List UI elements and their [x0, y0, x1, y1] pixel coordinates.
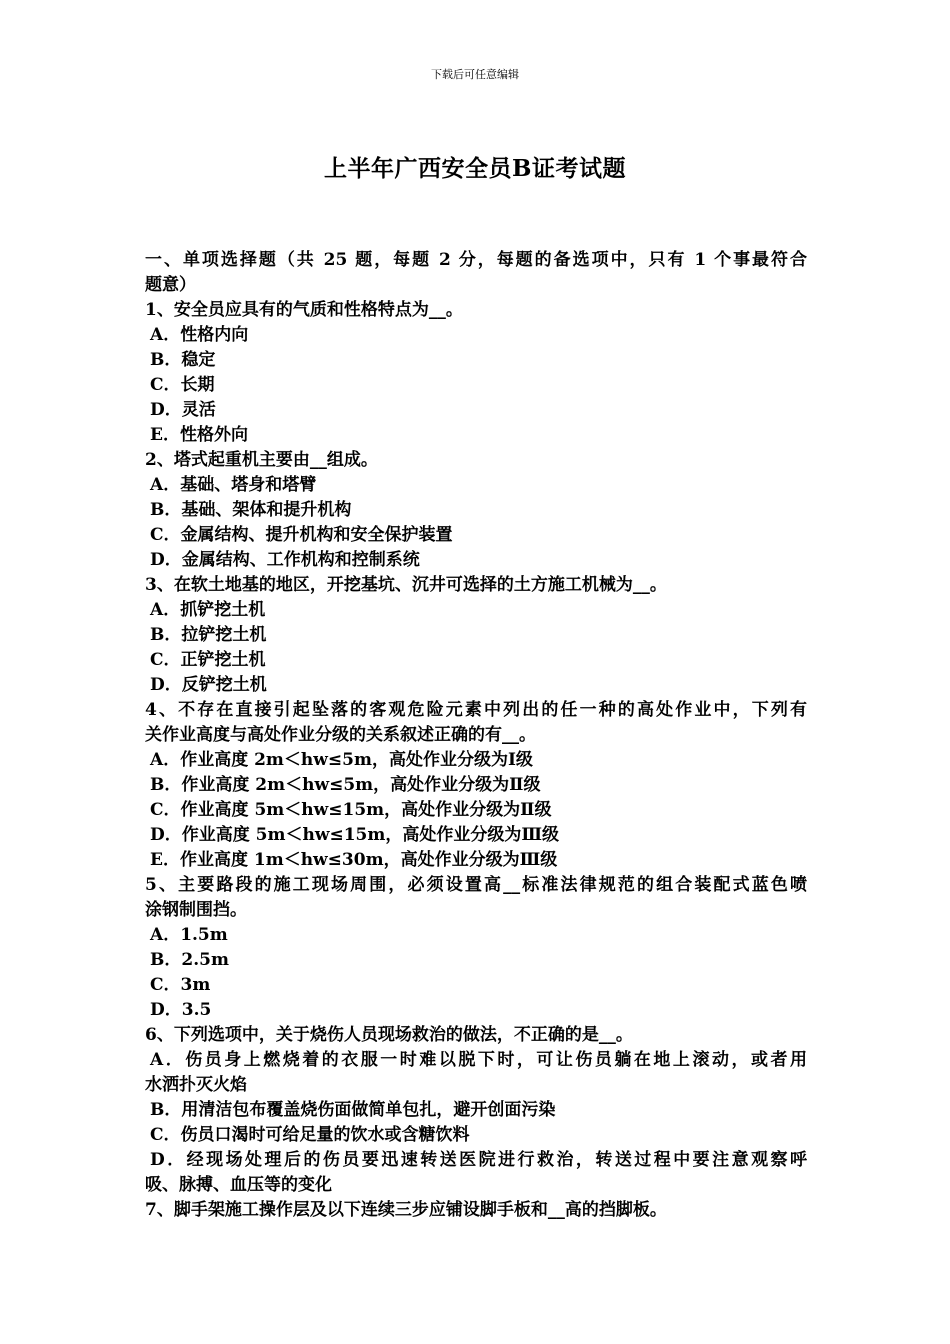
question-6-stem: 6、下列选项中，关于烧伤人员现场救治的做法，不正确的是__。 — [145, 1025, 633, 1045]
question-6-option-d-line-2: 吸、脉搏、血压等的变化 — [145, 1175, 332, 1195]
question-5-option-c: C．3m — [150, 975, 211, 995]
section-heading-line-2: 题意） — [145, 275, 196, 295]
question-6-option-d-line-1: D．经现场处理后的伤员要迅速转送医院进行救治，转送过程中要注意观察呼 — [150, 1150, 807, 1170]
question-2-stem: 2、塔式起重机主要由__组成。 — [145, 450, 378, 470]
question-1-option-c: C．长期 — [150, 375, 215, 395]
question-4-option-b: B．作业高度 2m＜hw≤5m，高处作业分级为Ⅱ级 — [150, 775, 541, 795]
question-2-option-a: A．基础、塔身和塔臂 — [150, 475, 317, 495]
question-3-option-b: B．拉铲挖土机 — [150, 625, 267, 645]
question-5-option-b: B．2.5m — [150, 950, 229, 970]
question-6-option-a-line-2: 水洒扑灭火焰 — [145, 1075, 247, 1095]
question-6-option-a-line-1: A．伤员身上燃烧着的衣服一时难以脱下时，可让伤员躺在地上滚动，或者用 — [150, 1050, 807, 1070]
question-1-option-d: D．灵活 — [150, 400, 216, 420]
question-3-option-d: D．反铲挖土机 — [150, 675, 267, 695]
question-4-stem-line-2: 关作业高度与高处作业分级的关系叙述正确的有__。 — [145, 725, 536, 745]
question-1-option-a: A．性格内向 — [150, 325, 249, 345]
header-note: 下载后可任意编辑 — [431, 68, 519, 81]
question-4-stem-line-1: 4、不存在直接引起坠落的客观危险元素中列出的任一种的高处作业中，下列有 — [145, 700, 807, 720]
question-5-stem-line-2: 涂钢制围挡。 — [145, 900, 247, 920]
question-2-option-d: D．金属结构、工作机构和控制系统 — [150, 550, 420, 570]
question-4-option-d: D．作业高度 5m＜hw≤15m，高处作业分级为Ⅲ级 — [150, 825, 560, 845]
page-title: 上半年广西安全员B证考试题 — [324, 155, 626, 182]
question-3-option-a: A．抓铲挖土机 — [150, 600, 266, 620]
question-4-option-a: A．作业高度 2m＜hw≤5m，高处作业分级为Ⅰ级 — [150, 750, 533, 770]
question-3-option-c: C．正铲挖土机 — [150, 650, 266, 670]
question-4-option-e: E．作业高度 1m＜hw≤30m，高处作业分级为Ⅲ级 — [150, 850, 558, 870]
question-3-stem: 3、在软土地基的地区，开挖基坑、沉井可选择的土方施工机械为__。 — [145, 575, 667, 595]
question-5-option-d: D．3.5 — [150, 1000, 212, 1020]
question-6-option-b: B．用清洁包布覆盖烧伤面做简单包扎，避开创面污染 — [150, 1100, 556, 1120]
question-4-option-c: C．作业高度 5m＜hw≤15m，高处作业分级为Ⅱ级 — [150, 800, 552, 820]
question-5-option-a: A．1.5m — [150, 925, 228, 945]
question-1-stem: 1、安全员应具有的气质和性格特点为__。 — [145, 300, 463, 320]
question-1-option-b: B．稳定 — [150, 350, 216, 370]
question-5-stem-line-1: 5、主要路段的施工现场周围，必须设置高__标准法律规范的组合装配式蓝色喷 — [145, 875, 807, 895]
question-2-option-b: B．基础、架体和提升机构 — [150, 500, 352, 520]
document-body — [145, 248, 807, 1223]
question-1-option-e: E．性格外向 — [150, 425, 248, 445]
question-2-option-c: C．金属结构、提升机构和安全保护装置 — [150, 525, 453, 545]
section-heading-line-1: 一、单项选择题（共 25 题，每题 2 分，每题的备选项中，只有 1 个事最符合 — [145, 250, 807, 270]
question-7-stem: 7、脚手架施工操作层及以下连续三步应铺设脚手板和__高的挡脚板。 — [145, 1200, 667, 1220]
question-6-option-c: C．伤员口渴时可给足量的饮水或含糖饮料 — [150, 1125, 470, 1145]
